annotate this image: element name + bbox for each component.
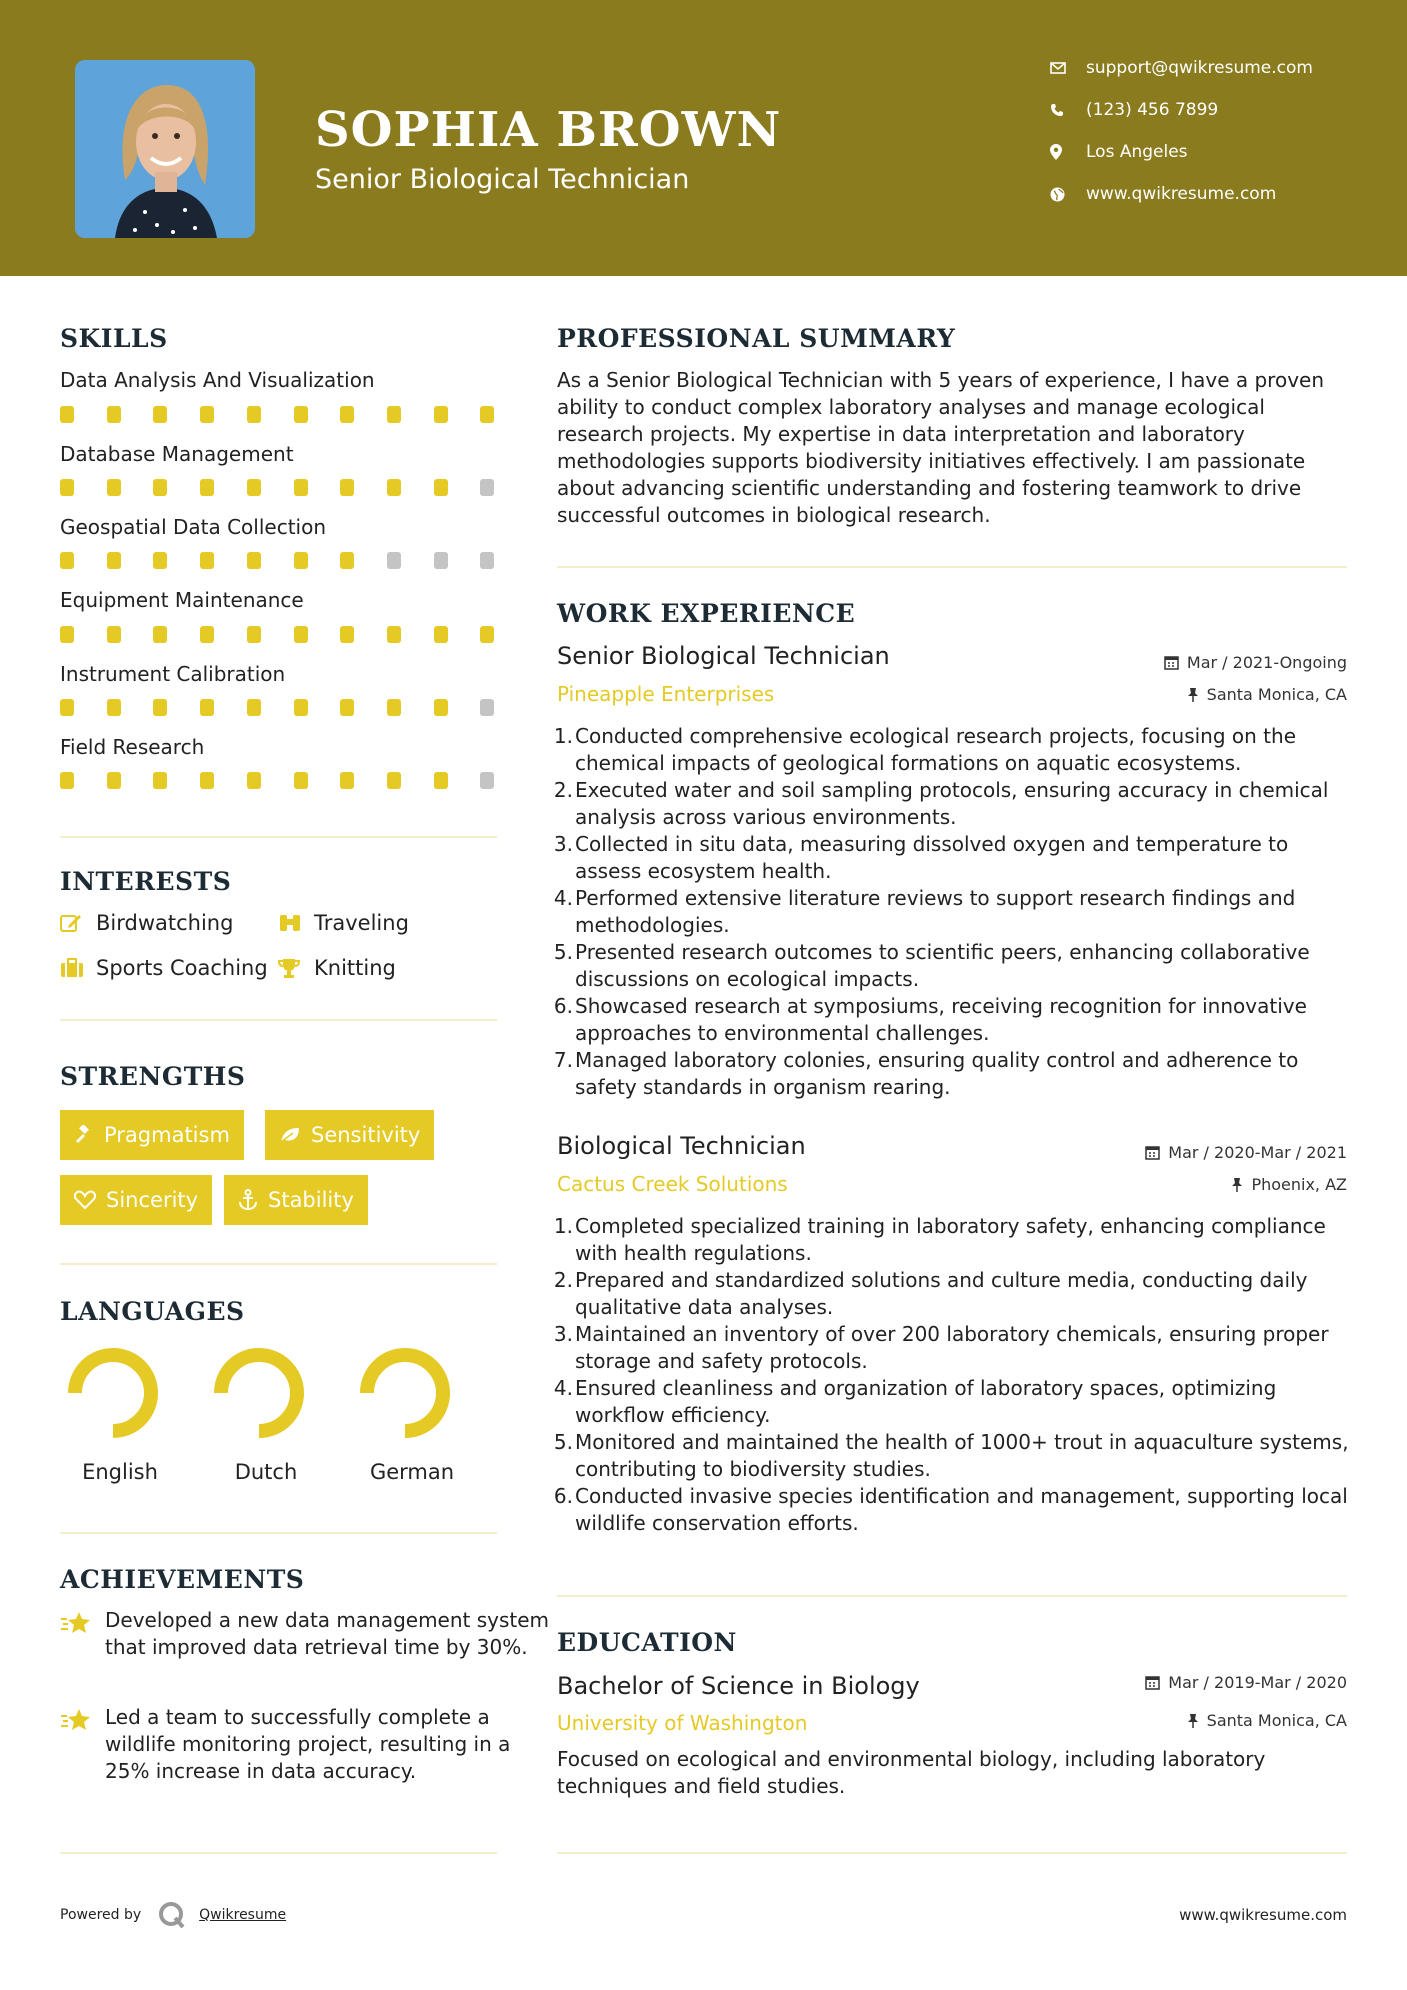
company-name: Pineapple Enterprises — [557, 682, 775, 706]
job-dates: Mar / 2020-Mar / 2021 — [1145, 1143, 1347, 1162]
profile-photo — [75, 60, 255, 238]
bullet-item: 1. Completed specialized training in laboratory safety, enhancing compliance with health regulations. — [553, 1214, 1326, 1265]
skill-dot-filled — [340, 552, 354, 569]
interest-item: Knitting — [278, 956, 396, 980]
skill-dot-filled — [294, 626, 308, 643]
skill-dot-filled — [247, 406, 261, 423]
header-banner — [0, 0, 1407, 276]
bullet-item: 5. Monitored and maintained the health of 1000+ trout in aquaculture systems, contributing to biodiversity studies. — [553, 1430, 1349, 1481]
job-location: Santa Monica, CA — [1187, 685, 1347, 704]
section-divider — [557, 566, 1347, 568]
skill-dot-empty — [480, 552, 494, 569]
pushpin-icon — [1187, 687, 1199, 702]
envelope-icon — [1050, 62, 1086, 74]
binoculars-icon — [278, 913, 314, 933]
skill-dot-filled — [294, 406, 308, 423]
language-ring — [67, 1347, 159, 1439]
skill-dot-filled — [60, 772, 74, 789]
skill-dot-filled — [387, 699, 401, 716]
skill-dot-empty — [434, 552, 448, 569]
summary-heading: PROFESSIONAL SUMMARY — [557, 324, 956, 353]
anchor-icon — [238, 1189, 258, 1211]
skill-name: Instrument Calibration — [60, 662, 286, 686]
star-icon — [60, 1708, 92, 1736]
skill-dot-filled — [153, 406, 167, 423]
skill-dot-filled — [107, 406, 121, 423]
skill-name: Data Analysis And Visualization — [60, 368, 375, 392]
skill-rating — [60, 626, 500, 644]
skill-dot-filled — [107, 772, 121, 789]
job-dates: Mar / 2021-Ongoing — [1164, 653, 1347, 672]
star-icon — [60, 1611, 92, 1639]
skill-dot-filled — [107, 699, 121, 716]
bullet-item: 3. Collected in situ data, measuring dissolved oxygen and temperature to assess ecosystem health. — [553, 832, 1289, 883]
interest-item: Birdwatching — [60, 911, 233, 935]
skill-rating — [60, 552, 500, 570]
interest-item: Traveling — [278, 911, 409, 935]
skill-dot-filled — [60, 406, 74, 423]
education-description: Focused on ecological and environmental biology, including laboratory techniques and field studies. — [557, 1747, 1266, 1798]
skill-dot-filled — [247, 772, 261, 789]
trophy-icon — [278, 958, 314, 978]
strength-tag: Sincerity — [60, 1175, 212, 1225]
skill-dot-filled — [340, 479, 354, 496]
heart-icon — [74, 1190, 96, 1210]
skill-dot-filled — [387, 626, 401, 643]
skill-dot-filled — [340, 626, 354, 643]
skill-rating — [60, 772, 500, 790]
contact-website[interactable]: www.qwikresume.com — [1050, 184, 1276, 204]
skill-dot-filled — [60, 552, 74, 569]
map-pin-icon — [1050, 144, 1086, 160]
section-divider — [60, 836, 497, 838]
bullet-item: 1. Conducted comprehensive ecological research projects, focusing on the chemical impacts of geological formations on aquatic ecosystems. — [553, 724, 1296, 775]
skill-dot-filled — [434, 406, 448, 423]
footer-website[interactable]: www.qwikresume.com — [1179, 1906, 1347, 1924]
skill-dot-filled — [200, 699, 214, 716]
skill-dot-filled — [434, 772, 448, 789]
skill-dot-filled — [200, 406, 214, 423]
skill-dot-empty — [387, 552, 401, 569]
bullet-item: 3. Maintained an inventory of over 200 laboratory chemicals, ensuring proper storage and safety protocols. — [553, 1322, 1329, 1373]
skill-dot-filled — [200, 479, 214, 496]
skills-heading: SKILLS — [60, 324, 168, 353]
company-name: Cactus Creek Solutions — [557, 1172, 788, 1196]
languages-heading: LANGUAGES — [60, 1297, 245, 1326]
job-bullets — [553, 1213, 1357, 1537]
skill-dot-filled — [480, 626, 494, 643]
skill-rating — [60, 699, 500, 717]
calendar-icon — [1145, 1145, 1160, 1160]
language-level-arc — [75, 1355, 151, 1431]
education-location: Santa Monica, CA — [1187, 1711, 1347, 1730]
interest-item: Sports Coaching — [60, 956, 268, 980]
skill-dot-filled — [153, 479, 167, 496]
skill-dot-filled — [294, 552, 308, 569]
section-divider — [557, 1595, 1347, 1597]
language-name: English — [82, 1460, 158, 1484]
candidate-name: SOPHIA BROWN — [315, 102, 782, 158]
bullet-item: 4. Performed extensive literature reviews to support research findings and methodologies. — [553, 886, 1296, 937]
skill-dot-filled — [107, 626, 121, 643]
skill-rating — [60, 479, 500, 497]
language-name: German — [369, 1460, 455, 1484]
skill-dot-filled — [247, 626, 261, 643]
section-divider — [557, 1852, 1347, 1854]
skill-dot-filled — [294, 772, 308, 789]
skill-dot-filled — [153, 552, 167, 569]
skill-dot-empty — [480, 772, 494, 789]
skill-dot-filled — [153, 699, 167, 716]
skill-name: Geospatial Data Collection — [60, 515, 327, 539]
skill-dot-filled — [387, 406, 401, 423]
skill-dot-filled — [434, 479, 448, 496]
language-ring — [213, 1347, 305, 1439]
skill-dot-filled — [294, 699, 308, 716]
skill-dot-filled — [387, 479, 401, 496]
leaf-icon — [279, 1126, 301, 1144]
qwikresume-logo-icon — [157, 1900, 187, 1930]
globe-icon — [1050, 187, 1086, 202]
contact-location: Los Angeles — [1050, 142, 1188, 162]
skill-dot-filled — [387, 772, 401, 789]
section-divider — [60, 1532, 497, 1534]
achievements-heading: ACHIEVEMENTS — [60, 1565, 305, 1594]
skill-dot-filled — [294, 479, 308, 496]
skill-dot-filled — [247, 699, 261, 716]
strengths-heading: STRENGTHS — [60, 1062, 246, 1091]
skill-dot-filled — [340, 772, 354, 789]
language-name: Dutch — [234, 1460, 298, 1484]
language-level-arc — [367, 1355, 443, 1431]
qwikresume-link[interactable]: Qwikresume — [199, 1907, 287, 1923]
contact-email[interactable]: support@qwikresume.com — [1050, 58, 1313, 78]
skill-dot-empty — [480, 479, 494, 496]
skill-dot-filled — [340, 699, 354, 716]
language-ring — [359, 1347, 451, 1439]
education-heading: EDUCATION — [557, 1628, 737, 1657]
skill-dot-filled — [107, 479, 121, 496]
job-bullets — [553, 723, 1357, 1101]
contact-phone[interactable]: (123) 456 7899 — [1050, 100, 1218, 120]
phone-icon — [1050, 103, 1086, 117]
skill-rating — [60, 406, 500, 424]
skill-dot-empty — [480, 699, 494, 716]
skill-dot-filled — [60, 479, 74, 496]
footer-powered-by: Powered by Qwikresume — [60, 1900, 286, 1930]
pushpin-icon — [1187, 1713, 1199, 1728]
briefcase-icon — [60, 958, 96, 978]
summary-text: As a Senior Biological Technician with 5 years of experience, I have a proven ability to conduct complex laboratory analyses and manage ecological research projects. My expertise in data interpretation and laboratory methodologies supports biodiversity initiatives effectively. I am passionate about advancing scientific understanding and fostering teamwork to drive successful outcomes in biological research. — [557, 368, 1325, 527]
candidate-title: Senior Biological Technician — [315, 164, 690, 195]
bullet-item: 2. Prepared and standardized solutions and culture media, conducting daily qualitative data analyses. — [553, 1268, 1308, 1319]
skill-dot-filled — [200, 552, 214, 569]
interests-heading: INTERESTS — [60, 867, 232, 896]
bullet-item: 2. Executed water and soil sampling protocols, ensuring accuracy in chemical analysis across various environments. — [553, 778, 1329, 829]
skill-dot-filled — [247, 479, 261, 496]
strength-tag: Sensitivity — [265, 1110, 434, 1160]
language-level-arc — [221, 1355, 297, 1431]
skill-dot-filled — [153, 772, 167, 789]
school-name: University of Washington — [557, 1711, 808, 1735]
skill-dot-filled — [153, 626, 167, 643]
calendar-icon — [1145, 1675, 1160, 1690]
skill-name: Database Management — [60, 442, 294, 466]
job-title: Senior Biological Technician — [557, 642, 890, 670]
job-title: Biological Technician — [557, 1132, 806, 1160]
skill-name: Equipment Maintenance — [60, 588, 304, 612]
section-divider — [60, 1852, 497, 1854]
pushpin-icon — [1231, 1177, 1243, 1192]
bullet-item: 6. Conducted invasive species identification and management, supporting local wildlife conservation efforts. — [553, 1484, 1348, 1535]
bullet-item: 5. Presented research outcomes to scientific peers, enhancing collaborative discussions on ecological impacts. — [553, 940, 1310, 991]
skill-dot-filled — [60, 699, 74, 716]
skill-dot-filled — [60, 626, 74, 643]
bullet-item: 6. Showcased research at symposiums, receiving recognition for innovative approaches to environmental challenges. — [553, 994, 1307, 1045]
skill-dot-filled — [480, 406, 494, 423]
skill-dot-filled — [434, 699, 448, 716]
bullet-item: 4. Ensured cleanliness and organization of laboratory spaces, optimizing workflow efficiency. — [553, 1376, 1277, 1427]
skill-dot-filled — [340, 406, 354, 423]
experience-heading: WORK EXPERIENCE — [557, 599, 856, 628]
skill-name: Field Research — [60, 735, 205, 759]
degree-title: Bachelor of Science in Biology — [557, 1672, 920, 1700]
skill-dot-filled — [434, 626, 448, 643]
pencil-icon — [60, 913, 96, 933]
calendar-icon — [1164, 655, 1179, 670]
strength-tag: Stability — [224, 1175, 368, 1225]
strength-tag: Pragmatism — [60, 1110, 244, 1160]
bullet-item: 7. Managed laboratory colonies, ensuring quality control and adherence to safety standards in organism rearing. — [553, 1048, 1299, 1099]
skill-dot-filled — [200, 772, 214, 789]
skill-dot-filled — [200, 626, 214, 643]
skill-dot-filled — [247, 552, 261, 569]
section-divider — [60, 1263, 497, 1265]
skill-dot-filled — [107, 552, 121, 569]
education-dates: Mar / 2019-Mar / 2020 — [1145, 1673, 1347, 1692]
job-location: Phoenix, AZ — [1231, 1175, 1347, 1194]
gavel-icon — [74, 1125, 94, 1145]
section-divider — [60, 1019, 497, 1021]
